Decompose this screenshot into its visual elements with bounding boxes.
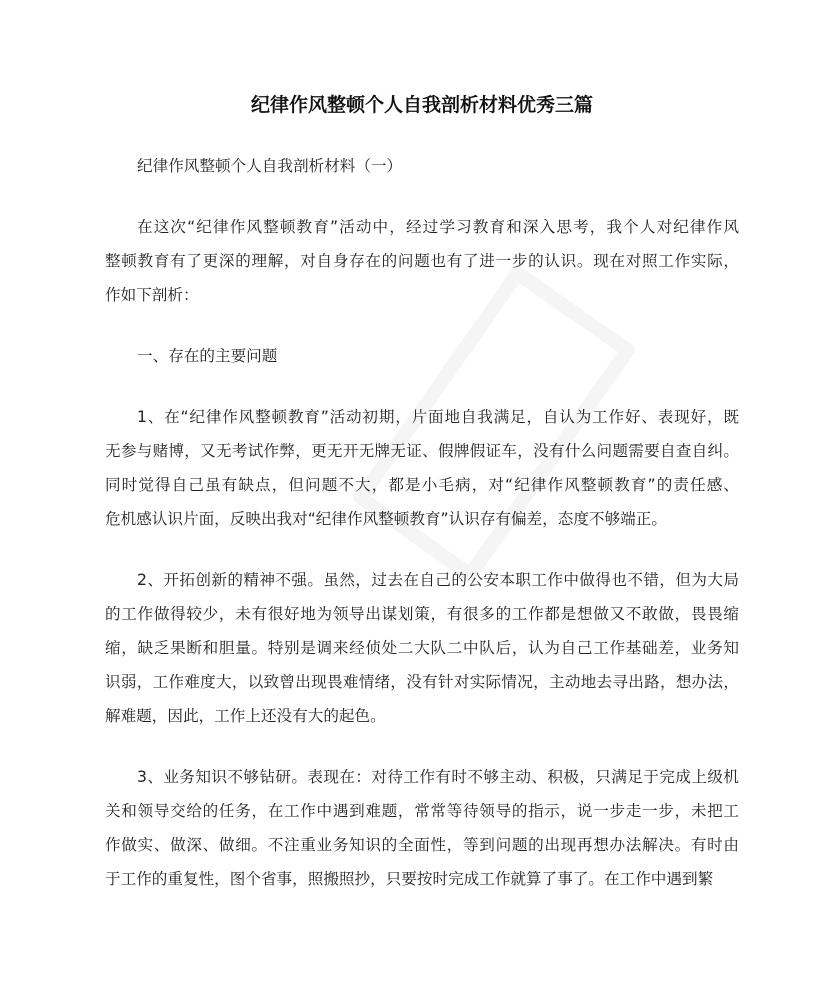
paragraph-line: 解难题，因此，工作上还没有大的起色。 xyxy=(105,707,386,725)
paragraph-line: 识弱，工作难度大，以致曾出现畏难情绪，没有针对实际情况，主动地去寻出路，想办法， xyxy=(105,673,739,691)
paragraph-line: 一、存在的主要问题 xyxy=(137,347,278,365)
paragraph-line: 关和领导交给的任务，在工作中遇到难题，常常等待领导的指示，说一步走一步，未把工 xyxy=(105,802,739,820)
document-body xyxy=(105,149,739,896)
document-title: 纪律作风整顿个人自我剖析材料优秀三篇 xyxy=(250,94,593,116)
paragraph-line: 作如下剖析： xyxy=(105,286,199,304)
paragraph-line: 整顿教育有了更深的理解，对自身存在的问题也有了进一步的认识。现在对照工作实际， xyxy=(105,252,739,270)
paragraph xyxy=(105,760,739,896)
paragraph-line: 2、开拓创新的精神不强。虽然，过去在自己的公安本职工作中做得也不错，但为大局 xyxy=(137,571,739,589)
paragraph-line: 在这次“纪律作风整顿教育”活动中，经过学习教育和深入思考，我个人对纪律作风 xyxy=(137,218,739,236)
paragraph xyxy=(105,339,739,373)
paragraph-line: 的工作做得较少，未有很好地为领导出谋划策，有很多的工作都是想做又不敢做，畏畏缩 xyxy=(105,605,739,623)
paragraph-line: 无参与赌博，又无考试作弊，更无开无牌无证、假牌假证车，没有什么问题需要自查自纠。 xyxy=(105,442,739,460)
paragraph-line: 于工作的重复性，图个省事，照搬照抄，只要按时完成工作就算了事了。在工作中遇到繁 xyxy=(105,870,714,888)
paragraph-line: 同时觉得自己虽有缺点，但问题不大，都是小毛病，对“纪律作风整顿教育”的责任感、 xyxy=(105,476,739,494)
paragraph-line: 危机感认识片面，反映出我对“纪律作风整顿教育”认识存有偏差，态度不够端正。 xyxy=(105,510,667,528)
paragraph-line: 3、业务知识不够钻研。表现在：对待工作有时不够主动、积极，只满足于完成上级机 xyxy=(137,768,739,786)
paragraph xyxy=(105,149,739,183)
paragraph-line: 作做实、做深、做细。不注重业务知识的全面性，等到问题的出现再想办法解决。有时由 xyxy=(105,836,739,854)
paragraph xyxy=(105,210,739,312)
paragraph-line: 纪律作风整顿个人自我剖析材料（一） xyxy=(137,157,403,175)
paragraph-line: 1、在“纪律作风整顿教育”活动初期，片面地自我满足，自认为工作好、表现好，既 xyxy=(137,408,739,426)
paragraph xyxy=(105,563,739,733)
document-page xyxy=(105,88,739,896)
paragraph-line: 缩，缺乏果断和胆量。特别是调来经侦处二大队二中队后，认为自己工作基础差，业务知 xyxy=(105,639,739,657)
paragraph xyxy=(105,400,739,536)
